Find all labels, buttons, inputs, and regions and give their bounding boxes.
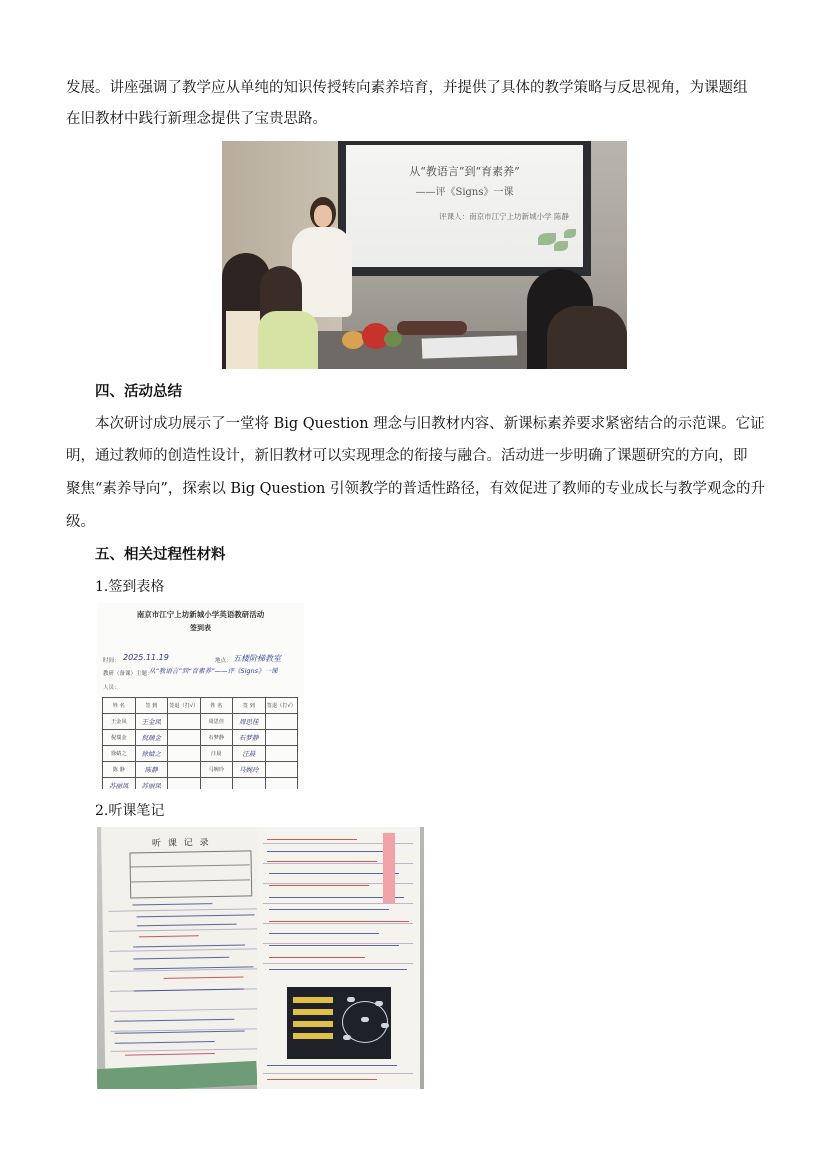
handwriting-stroke	[269, 933, 379, 934]
slide-label-bar	[293, 1033, 333, 1039]
notebook-rule	[263, 963, 413, 964]
signin-attendees-label: 人员：	[103, 685, 120, 691]
notebook-rule	[263, 923, 413, 924]
table-cell: 汪晨	[200, 746, 233, 762]
table-header-row	[103, 698, 298, 714]
handwriting-stroke	[137, 924, 237, 927]
audience-member	[547, 306, 627, 369]
intro-paragraph-line-1: 发展。讲座强调了教学应从单纯的知识传授转向素养培育，并提供了具体的教学策略与反思视角，为课题组	[66, 80, 748, 96]
table-row	[103, 746, 298, 762]
table-cell	[168, 714, 201, 730]
sublabel-signin-sheet: 1.签到表格	[95, 579, 165, 595]
handwriting-stroke	[269, 909, 389, 910]
notebook-header-grid	[129, 850, 252, 898]
summary-paragraph-line-2: 明，通过教师的创造性设计，新旧教材可以实现理念的衔接与融合。活动进一步明确了课题研究的方向，即	[66, 448, 748, 464]
table-cell	[168, 746, 201, 762]
handwriting-stroke	[137, 914, 255, 917]
handwriting-stroke-red	[139, 935, 199, 937]
sticky-note-tab	[383, 833, 395, 903]
table-cell-signature: 周思佳	[233, 714, 266, 730]
summary-paragraph-line-3: 聚焦“素养导向”，探索以 Big Question 引领教学的普适性路径，有效促进了教师的专业成长与教学观念的升	[66, 481, 766, 497]
slide-labels	[293, 997, 335, 1047]
table-cell	[265, 778, 298, 790]
leaf-decoration	[554, 241, 568, 251]
handwriting-stroke	[269, 873, 399, 874]
notebook-title: 听 课 记 录	[151, 838, 211, 850]
leaf-decoration	[538, 233, 556, 245]
table-row	[103, 762, 298, 778]
screen-subtitle: ——评《Signs》一课	[415, 187, 514, 198]
flower	[384, 331, 402, 347]
notebook-rule	[263, 943, 413, 944]
table-cell-signature: 马婉玲	[233, 762, 266, 778]
slide-label-bar	[293, 997, 333, 1003]
notebook-left-page	[101, 827, 265, 1085]
table-cell: 石梦静	[200, 730, 233, 746]
table-header-cell: 签退（打√）	[168, 698, 201, 714]
photo-presentation-screen	[346, 145, 583, 267]
flower	[342, 331, 364, 349]
handwriting-stroke	[134, 989, 244, 992]
screen-author: 评课人：南京市江宁上坊新城小学 陈静	[439, 212, 569, 221]
signin-sheet-subtitle: 签到表	[190, 624, 211, 632]
leaf-decoration	[564, 229, 576, 238]
signin-place-label: 地点：	[215, 658, 232, 664]
handwriting-stroke-red	[267, 839, 357, 840]
signin-time-value: 2025.11.19	[123, 653, 169, 662]
table-header-cell: 姓 名	[103, 698, 136, 714]
handwriting-stroke	[133, 945, 245, 948]
notebook-rule	[263, 1073, 413, 1074]
notebook-right-page	[257, 827, 420, 1089]
lecture-photo	[222, 141, 627, 369]
notebook-rule	[110, 1008, 260, 1012]
summary-paragraph-line-4: 级。	[66, 514, 95, 530]
mind-map-node	[343, 1035, 351, 1040]
handwriting-stroke	[269, 969, 407, 970]
table-cell	[265, 746, 298, 762]
table-cell	[168, 762, 201, 778]
table-cell	[233, 778, 266, 790]
audience-member-coat	[258, 311, 318, 369]
handwriting-stroke-red	[269, 921, 409, 922]
handwriting-stroke-red	[267, 861, 377, 862]
signin-table	[102, 697, 298, 789]
handwriting-stroke-red	[269, 885, 369, 886]
table-row	[103, 714, 298, 730]
table-row	[103, 778, 298, 790]
table-cell: 徐婧之	[103, 746, 136, 762]
signin-topic-value: 从“教语言”到“育素养”——评《Signs》一课	[149, 667, 278, 675]
table-cell	[200, 778, 233, 790]
section-heading-materials: 五、相关过程性材料	[95, 547, 226, 563]
lecture-notes-image	[97, 827, 424, 1089]
signin-time-label: 时间：	[103, 658, 120, 664]
table-cell-signature: 王金凤	[135, 714, 168, 730]
pasted-slide-photo	[287, 987, 391, 1059]
handwriting-stroke	[115, 1041, 215, 1044]
handwriting-stroke	[267, 851, 387, 852]
table-cell: 倪瑞金	[103, 730, 136, 746]
table-cell	[168, 730, 201, 746]
teacher-face	[314, 205, 332, 227]
section-heading-summary: 四、活动总结	[95, 384, 182, 400]
table-header-cell: 签退（打√）	[265, 698, 298, 714]
table-cell-signature: 倪瑞金	[135, 730, 168, 746]
notebook-rule	[111, 1048, 261, 1052]
table-cell	[265, 762, 298, 778]
table-cell	[168, 778, 201, 790]
mind-map-node	[375, 1001, 383, 1006]
notebook-rule	[263, 903, 413, 904]
handwriting-stroke-red	[125, 1053, 215, 1056]
slide-label-bar	[293, 1021, 333, 1027]
table-header-cell: 签 到	[135, 698, 168, 714]
mind-map-node	[381, 1023, 389, 1028]
handwriting-stroke	[267, 1065, 397, 1066]
handwriting-stroke	[133, 957, 229, 960]
flower-arrangement	[332, 317, 412, 357]
table-cell: 王金凤	[103, 714, 136, 730]
table-cell-signature: 苏丽凤	[135, 778, 168, 790]
table-cell-signature: 汪晨	[233, 746, 266, 762]
table-cell: 苏丽凤	[103, 778, 136, 790]
sublabel-lecture-notes: 2.听课笔记	[95, 803, 165, 819]
signin-sheet-image	[97, 603, 304, 789]
signin-topic-label: 教研（备课）主题：	[103, 671, 153, 677]
signin-place-value: 五楼阶梯教室	[233, 654, 281, 663]
signin-sheet-title: 南京市江宁上坊新城小学英语教研活动	[136, 610, 265, 619]
intro-paragraph-line-2: 在旧教材中践行新理念提供了宝贵思路。	[66, 111, 327, 127]
handwriting-stroke-red	[164, 977, 244, 979]
mind-map-node	[361, 1017, 369, 1022]
handwriting-stroke	[114, 1019, 234, 1022]
table-cell: 陈 静	[103, 762, 136, 778]
table-cell-signature: 陈静	[135, 762, 168, 778]
handwriting-stroke	[132, 903, 212, 905]
mind-map-node	[347, 997, 355, 1002]
handwriting-stroke-red	[269, 957, 365, 958]
table-cell: 周思佳	[200, 714, 233, 730]
notebook-rule	[110, 968, 260, 972]
summary-paragraph-line-1: 本次研讨成功展示了一堂将 Big Question 理念与旧教材内容、新课标素养要求紧密结合的示范课。它证	[95, 416, 765, 432]
notebook-rule	[108, 908, 258, 912]
table-cell-signature: 石梦静	[233, 730, 266, 746]
screen-title: 从“教语言”到“育素养”	[409, 165, 520, 178]
table-header-cell: 签 到	[233, 698, 266, 714]
table-header-cell: 姓 名	[200, 698, 233, 714]
slide-label-bar	[293, 1009, 333, 1015]
handwriting-stroke	[269, 945, 399, 946]
table-cell	[265, 730, 298, 746]
table-cell: 马婉玲	[200, 762, 233, 778]
table-row	[103, 730, 298, 746]
handwriting-stroke-red	[267, 1079, 377, 1080]
notebook-rule	[109, 948, 259, 952]
notebook-rule	[109, 928, 259, 932]
papers-on-table	[422, 335, 518, 358]
table-cell	[265, 714, 298, 730]
table-cell-signature: 徐婧之	[135, 746, 168, 762]
